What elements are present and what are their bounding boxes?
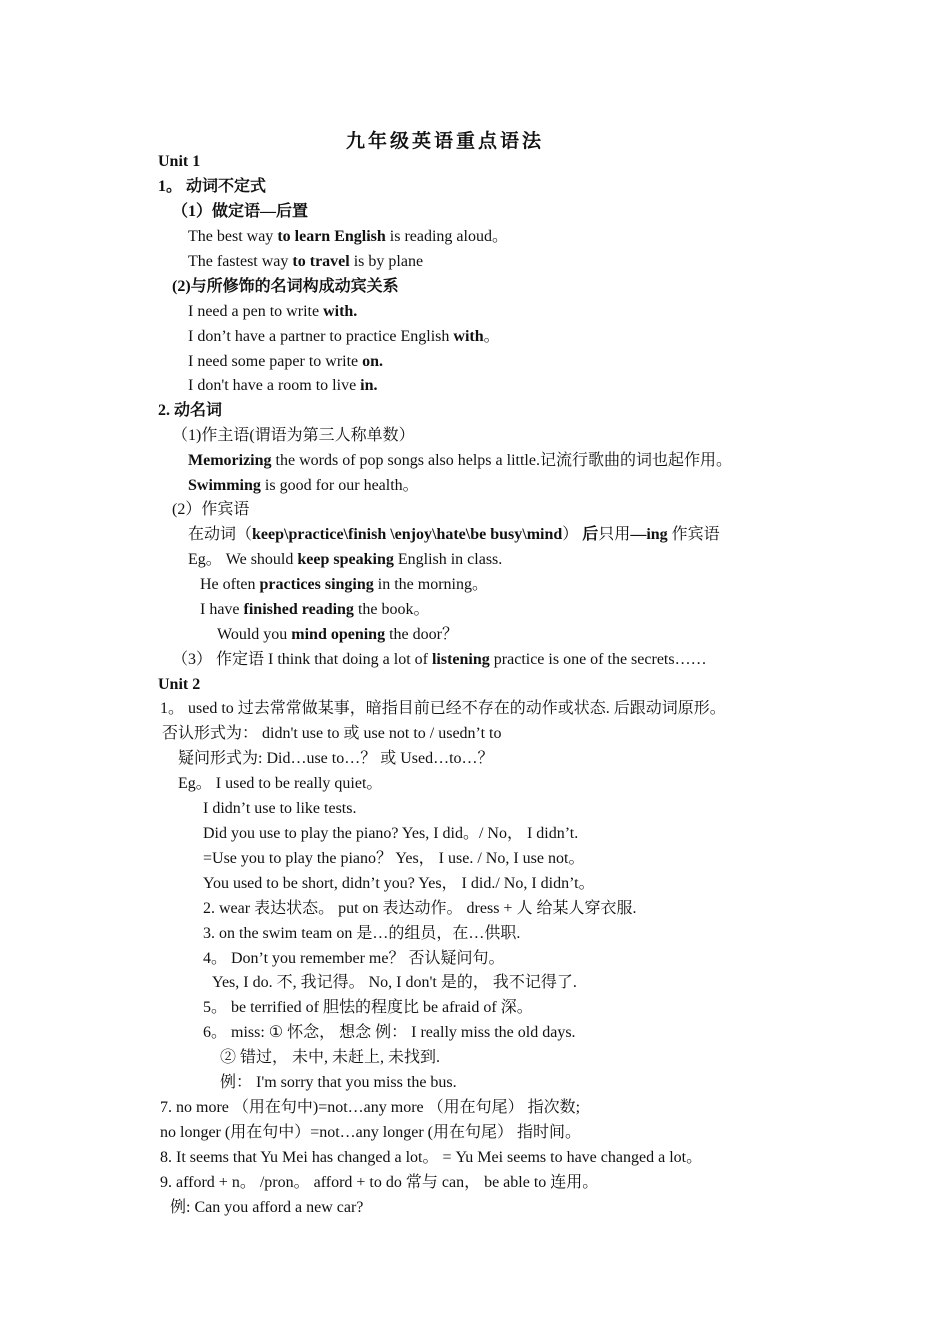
- section2-heading: 2. 动名词: [158, 402, 223, 419]
- unit2-heading: Unit 2: [158, 676, 201, 693]
- example-sentence: I need some paper to write on.: [188, 353, 384, 370]
- grammar-line: Did you use to play the piano? Yes, I did。/ No， I didn’t.: [203, 825, 579, 842]
- grammar-line: 7. no more （用在句中)=not…any more （用在句尾） 指次数;: [160, 1099, 581, 1116]
- example-sentence: Swimming is good for our health。: [188, 477, 419, 494]
- grammar-line: Eg。 I used to be really quiet。: [178, 775, 383, 792]
- example-sentence: I don't have a room to live in.: [188, 377, 378, 394]
- example-sentence: The best way to learn English is reading aloud。: [188, 228, 508, 245]
- subsection-heading: （3） 作定语 I think that doing a lot of listening practice is one of the secrets……: [172, 651, 707, 668]
- grammar-line: 4。 Don’t you remember me？ 否认疑问句。: [203, 950, 505, 967]
- unit1-heading: Unit 1: [158, 153, 201, 170]
- example-sentence: Memorizing the words of pop songs also helps a little.记流行歌曲的词也起作用。: [188, 452, 732, 469]
- example-sentence: The fastest way to travel is by plane: [188, 253, 424, 270]
- subsection-heading: （1）做定语—后置: [172, 203, 309, 220]
- grammar-line: 疑问形式为: Did…use to…？ 或 Used…to…？: [178, 750, 494, 767]
- grammar-line: 3. on the swim team on 是…的组员，在…供职.: [203, 925, 521, 942]
- grammar-line: 1。 used to 过去常常做某事，暗指目前已经不存在的动作或状态. 后跟动词原形。: [160, 700, 726, 717]
- rule-text: 在动词（keep\practice\finish \enjoy\hate\be busy\mind） 后只用—ing 作宾语: [188, 526, 720, 543]
- grammar-line: 2. wear 表达状态。 put on 表达动作。 dress + 人 给某人穿衣服.: [203, 900, 637, 917]
- grammar-line: Yes, I do. 不, 我记得。 No, I don't 是的， 我不记得了.: [212, 974, 577, 991]
- grammar-line: 6。 miss: ① 怀念， 想念 例： I really miss the old days.: [203, 1024, 576, 1041]
- subsection-heading: （1)作主语(谓语为第三人称单数）: [172, 427, 415, 444]
- grammar-line: no longer (用在句中）=not…any longer (用在句尾） 指时间。: [160, 1124, 581, 1141]
- grammar-line: You used to be short, didn’t you? Yes， I did./ No, I didn’t。: [203, 875, 595, 892]
- grammar-line: I didn’t use to like tests.: [203, 800, 357, 817]
- grammar-line: 例： I'm sorry that you miss the bus.: [220, 1074, 457, 1091]
- grammar-line: 5。 be terrified of 胆怯的程度比 be afraid of 深。: [203, 999, 533, 1016]
- section1-heading: 1。 动词不定式: [158, 178, 267, 195]
- grammar-line: 8. It seems that Yu Mei has changed a lot。 = Yu Mei seems to have changed a lot。: [160, 1149, 703, 1166]
- subsection-heading: (2)与所修饰的名词构成动宾关系: [172, 278, 399, 295]
- grammar-line: 否认形式为： didn't use to 或 use not to / usedn’t to: [162, 725, 502, 742]
- example-sentence: I need a pen to write with.: [188, 303, 358, 320]
- example-sentence: I don’t have a partner to practice English with。: [188, 328, 500, 345]
- page-title: 九年级英语重点语法: [345, 131, 544, 152]
- example-sentence: I have finished reading the book。: [200, 601, 430, 618]
- example-sentence: He often practices singing in the morning。: [200, 576, 488, 593]
- grammar-line: =Use you to play the piano？ Yes， I use. / No, I use not。: [203, 850, 585, 867]
- grammar-line: ② 错过， 未中, 未赶上, 未找到.: [220, 1049, 441, 1066]
- grammar-line: 例: Can you afford a new car?: [170, 1199, 364, 1216]
- grammar-line: 9. afford + n。 /pron。 afford + to do 常与 can， be able to 连用。: [160, 1174, 599, 1191]
- subsection-heading: (2）作宾语: [172, 501, 250, 518]
- example-sentence: Eg。 We should keep speaking English in class.: [188, 551, 503, 568]
- example-sentence: Would you mind opening the door？: [217, 626, 458, 643]
